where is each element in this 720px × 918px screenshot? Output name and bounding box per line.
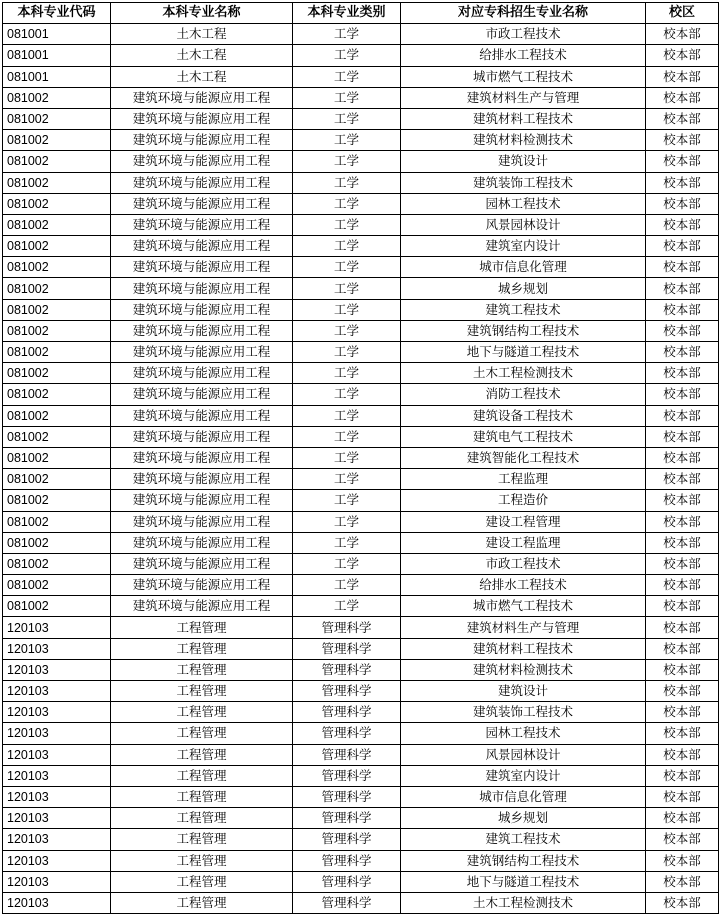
major-category-cell: 管理科学: [293, 765, 401, 786]
major-code-cell: 081002: [3, 87, 111, 108]
major-code-cell: 120103: [3, 871, 111, 892]
major-code-cell: 120103: [3, 786, 111, 807]
vocational-major-cell: 风景园林设计: [401, 214, 646, 235]
table-row: [3, 130, 719, 151]
vocational-major-cell: 风景园林设计: [401, 744, 646, 765]
major-category-cell: 工学: [293, 596, 401, 617]
major-name-cell: 建筑环境与能源应用工程: [111, 405, 293, 426]
major-category-cell: 工学: [293, 575, 401, 596]
campus-cell: 校本部: [646, 405, 719, 426]
table-row: [3, 447, 719, 468]
campus-cell: 校本部: [646, 702, 719, 723]
major-name-cell: 建筑环境与能源应用工程: [111, 575, 293, 596]
major-name-cell: 建筑环境与能源应用工程: [111, 299, 293, 320]
major-code-cell: 081002: [3, 490, 111, 511]
table-row: [3, 87, 719, 108]
campus-cell: 校本部: [646, 363, 719, 384]
major-name-cell: 工程管理: [111, 892, 293, 913]
campus-cell: 校本部: [646, 829, 719, 850]
major-category-cell: 工学: [293, 278, 401, 299]
table-row: [3, 236, 719, 257]
major-name-cell: 建筑环境与能源应用工程: [111, 532, 293, 553]
major-name-cell: 建筑环境与能源应用工程: [111, 214, 293, 235]
major-code-cell: 081002: [3, 363, 111, 384]
vocational-major-cell: 地下与隧道工程技术: [401, 871, 646, 892]
major-code-cell: 081002: [3, 532, 111, 553]
major-name-cell: 工程管理: [111, 786, 293, 807]
campus-cell: 校本部: [646, 236, 719, 257]
campus-cell: 校本部: [646, 320, 719, 341]
major-category-cell: 管理科学: [293, 850, 401, 871]
vocational-major-cell: 城乡规划: [401, 278, 646, 299]
campus-cell: 校本部: [646, 892, 719, 913]
campus-cell: 校本部: [646, 278, 719, 299]
major-category-cell: 管理科学: [293, 617, 401, 638]
major-name-cell: 建筑环境与能源应用工程: [111, 363, 293, 384]
campus-cell: 校本部: [646, 723, 719, 744]
campus-cell: 校本部: [646, 765, 719, 786]
campus-cell: 校本部: [646, 45, 719, 66]
major-name-cell: 工程管理: [111, 723, 293, 744]
major-category-cell: 工学: [293, 108, 401, 129]
vocational-major-cell: 建筑电气工程技术: [401, 426, 646, 447]
table-row: [3, 278, 719, 299]
table-row: [3, 363, 719, 384]
campus-cell: 校本部: [646, 744, 719, 765]
major-code-cell: 120103: [3, 850, 111, 871]
header-major-name: 本科专业名称: [111, 3, 293, 24]
major-code-cell: 120103: [3, 617, 111, 638]
major-category-cell: 工学: [293, 405, 401, 426]
vocational-major-cell: 园林工程技术: [401, 723, 646, 744]
major-category-cell: 管理科学: [293, 744, 401, 765]
major-name-cell: 建筑环境与能源应用工程: [111, 236, 293, 257]
major-code-cell: 120103: [3, 744, 111, 765]
campus-cell: 校本部: [646, 384, 719, 405]
major-category-cell: 工学: [293, 342, 401, 363]
major-name-cell: 建筑环境与能源应用工程: [111, 490, 293, 511]
major-code-cell: 120103: [3, 702, 111, 723]
major-code-cell: 081001: [3, 24, 111, 45]
vocational-major-cell: 土木工程检测技术: [401, 892, 646, 913]
major-name-cell: 工程管理: [111, 808, 293, 829]
table-row: [3, 892, 719, 913]
table-row: [3, 723, 719, 744]
major-category-cell: 管理科学: [293, 638, 401, 659]
table-row: [3, 151, 719, 172]
major-name-cell: 工程管理: [111, 765, 293, 786]
vocational-major-cell: 园林工程技术: [401, 193, 646, 214]
vocational-major-cell: 建筑工程技术: [401, 299, 646, 320]
major-category-cell: 管理科学: [293, 829, 401, 850]
campus-cell: 校本部: [646, 299, 719, 320]
major-category-cell: 工学: [293, 257, 401, 278]
major-category-cell: 管理科学: [293, 723, 401, 744]
table-row: [3, 596, 719, 617]
campus-cell: 校本部: [646, 214, 719, 235]
vocational-major-cell: 建筑钢结构工程技术: [401, 850, 646, 871]
major-category-cell: 工学: [293, 24, 401, 45]
vocational-major-cell: 建筑装饰工程技术: [401, 702, 646, 723]
table-row: [3, 108, 719, 129]
major-category-cell: 工学: [293, 236, 401, 257]
major-name-cell: 建筑环境与能源应用工程: [111, 193, 293, 214]
table-row: [3, 829, 719, 850]
vocational-major-cell: 建筑材料检测技术: [401, 659, 646, 680]
major-code-cell: 081002: [3, 214, 111, 235]
major-category-cell: 工学: [293, 172, 401, 193]
campus-cell: 校本部: [646, 871, 719, 892]
vocational-major-cell: 建筑设备工程技术: [401, 405, 646, 426]
campus-cell: 校本部: [646, 532, 719, 553]
major-code-cell: 120103: [3, 723, 111, 744]
major-name-cell: 建筑环境与能源应用工程: [111, 384, 293, 405]
major-name-cell: 建筑环境与能源应用工程: [111, 257, 293, 278]
vocational-major-cell: 建筑材料生产与管理: [401, 617, 646, 638]
major-category-cell: 工学: [293, 511, 401, 532]
table-row: [3, 24, 719, 45]
campus-cell: 校本部: [646, 659, 719, 680]
major-name-cell: 建筑环境与能源应用工程: [111, 447, 293, 468]
major-code-cell: 081002: [3, 299, 111, 320]
table-row: [3, 426, 719, 447]
major-category-cell: 工学: [293, 193, 401, 214]
table-row: [3, 659, 719, 680]
vocational-major-cell: 给排水工程技术: [401, 575, 646, 596]
table-row: [3, 765, 719, 786]
campus-cell: 校本部: [646, 342, 719, 363]
major-code-cell: 081002: [3, 151, 111, 172]
major-category-cell: 工学: [293, 45, 401, 66]
major-category-cell: 工学: [293, 320, 401, 341]
table-row: [3, 681, 719, 702]
campus-cell: 校本部: [646, 808, 719, 829]
campus-cell: 校本部: [646, 638, 719, 659]
major-code-cell: 081002: [3, 193, 111, 214]
major-name-cell: 工程管理: [111, 744, 293, 765]
table-row: [3, 320, 719, 341]
table-row: [3, 172, 719, 193]
major-code-cell: 081002: [3, 596, 111, 617]
vocational-major-cell: 建筑材料生产与管理: [401, 87, 646, 108]
major-code-cell: 120103: [3, 681, 111, 702]
campus-cell: 校本部: [646, 490, 719, 511]
vocational-major-cell: 建筑室内设计: [401, 765, 646, 786]
campus-cell: 校本部: [646, 151, 719, 172]
table-row: [3, 808, 719, 829]
major-name-cell: 建筑环境与能源应用工程: [111, 553, 293, 574]
vocational-major-cell: 消防工程技术: [401, 384, 646, 405]
major-name-cell: 工程管理: [111, 871, 293, 892]
major-code-cell: 081002: [3, 447, 111, 468]
campus-cell: 校本部: [646, 447, 719, 468]
vocational-major-cell: 建筑钢结构工程技术: [401, 320, 646, 341]
major-mapping-table: [2, 2, 719, 914]
major-code-cell: 081002: [3, 130, 111, 151]
major-code-cell: 120103: [3, 808, 111, 829]
major-category-cell: 工学: [293, 469, 401, 490]
major-code-cell: 120103: [3, 829, 111, 850]
major-code-cell: 081002: [3, 108, 111, 129]
table-row: [3, 257, 719, 278]
header-vocational-major: 对应专科招生专业名称: [401, 3, 646, 24]
campus-cell: 校本部: [646, 66, 719, 87]
vocational-major-cell: 建筑材料工程技术: [401, 638, 646, 659]
major-name-cell: 建筑环境与能源应用工程: [111, 469, 293, 490]
vocational-major-cell: 建筑工程技术: [401, 829, 646, 850]
table-row: [3, 214, 719, 235]
major-code-cell: 081002: [3, 278, 111, 299]
major-name-cell: 建筑环境与能源应用工程: [111, 172, 293, 193]
campus-cell: 校本部: [646, 172, 719, 193]
campus-cell: 校本部: [646, 596, 719, 617]
table-row: [3, 299, 719, 320]
major-name-cell: 建筑环境与能源应用工程: [111, 342, 293, 363]
major-name-cell: 工程管理: [111, 850, 293, 871]
major-code-cell: 081002: [3, 236, 111, 257]
campus-cell: 校本部: [646, 850, 719, 871]
vocational-major-cell: 城市燃气工程技术: [401, 66, 646, 87]
major-name-cell: 建筑环境与能源应用工程: [111, 87, 293, 108]
vocational-major-cell: 建筑室内设计: [401, 236, 646, 257]
major-category-cell: 管理科学: [293, 892, 401, 913]
table-row: [3, 638, 719, 659]
campus-cell: 校本部: [646, 553, 719, 574]
vocational-major-cell: 建筑智能化工程技术: [401, 447, 646, 468]
major-code-cell: 081002: [3, 405, 111, 426]
vocational-major-cell: 建筑材料检测技术: [401, 130, 646, 151]
major-category-cell: 管理科学: [293, 808, 401, 829]
major-name-cell: 建筑环境与能源应用工程: [111, 108, 293, 129]
major-name-cell: 建筑环境与能源应用工程: [111, 278, 293, 299]
table-row: [3, 786, 719, 807]
major-code-cell: 081002: [3, 342, 111, 363]
major-name-cell: 工程管理: [111, 681, 293, 702]
major-name-cell: 建筑环境与能源应用工程: [111, 320, 293, 341]
major-category-cell: 工学: [293, 299, 401, 320]
table-row: [3, 850, 719, 871]
major-code-cell: 081002: [3, 469, 111, 490]
major-code-cell: 081002: [3, 511, 111, 532]
major-code-cell: 081002: [3, 320, 111, 341]
vocational-major-cell: 市政工程技术: [401, 24, 646, 45]
table-row: [3, 553, 719, 574]
major-code-cell: 081001: [3, 66, 111, 87]
major-name-cell: 建筑环境与能源应用工程: [111, 511, 293, 532]
table-row: [3, 193, 719, 214]
campus-cell: 校本部: [646, 426, 719, 447]
major-code-cell: 120103: [3, 659, 111, 680]
vocational-major-cell: 工程监理: [401, 469, 646, 490]
campus-cell: 校本部: [646, 24, 719, 45]
major-name-cell: 土木工程: [111, 24, 293, 45]
major-category-cell: 管理科学: [293, 681, 401, 702]
vocational-major-cell: 建筑材料工程技术: [401, 108, 646, 129]
campus-cell: 校本部: [646, 257, 719, 278]
major-code-cell: 120103: [3, 892, 111, 913]
table-row: [3, 66, 719, 87]
major-category-cell: 工学: [293, 532, 401, 553]
major-category-cell: 工学: [293, 87, 401, 108]
vocational-major-cell: 城市燃气工程技术: [401, 596, 646, 617]
table-row: [3, 511, 719, 532]
major-category-cell: 工学: [293, 490, 401, 511]
vocational-major-cell: 给排水工程技术: [401, 45, 646, 66]
campus-cell: 校本部: [646, 87, 719, 108]
major-category-cell: 工学: [293, 384, 401, 405]
major-category-cell: 管理科学: [293, 702, 401, 723]
table-row: [3, 384, 719, 405]
major-name-cell: 建筑环境与能源应用工程: [111, 130, 293, 151]
major-category-cell: 管理科学: [293, 871, 401, 892]
table-body: [3, 24, 719, 914]
major-code-cell: 081002: [3, 257, 111, 278]
vocational-major-cell: 城市信息化管理: [401, 257, 646, 278]
table-row: [3, 532, 719, 553]
table-row: [3, 45, 719, 66]
table-row: [3, 469, 719, 490]
major-name-cell: 建筑环境与能源应用工程: [111, 151, 293, 172]
major-code-cell: 081002: [3, 575, 111, 596]
vocational-major-cell: 地下与隧道工程技术: [401, 342, 646, 363]
campus-cell: 校本部: [646, 193, 719, 214]
major-name-cell: 工程管理: [111, 659, 293, 680]
major-name-cell: 工程管理: [111, 702, 293, 723]
campus-cell: 校本部: [646, 511, 719, 532]
campus-cell: 校本部: [646, 575, 719, 596]
vocational-major-cell: 城乡规划: [401, 808, 646, 829]
vocational-major-cell: 建设工程监理: [401, 532, 646, 553]
major-category-cell: 工学: [293, 130, 401, 151]
table-row: [3, 405, 719, 426]
major-code-cell: 081002: [3, 553, 111, 574]
header-major-code: 本科专业代码: [3, 3, 111, 24]
campus-cell: 校本部: [646, 617, 719, 638]
major-name-cell: 工程管理: [111, 638, 293, 659]
major-category-cell: 工学: [293, 426, 401, 447]
vocational-major-cell: 建设工程管理: [401, 511, 646, 532]
table-row: [3, 575, 719, 596]
campus-cell: 校本部: [646, 108, 719, 129]
table-row: [3, 490, 719, 511]
major-category-cell: 工学: [293, 363, 401, 384]
major-category-cell: 工学: [293, 66, 401, 87]
major-category-cell: 管理科学: [293, 786, 401, 807]
vocational-major-cell: 城市信息化管理: [401, 786, 646, 807]
table-row: [3, 744, 719, 765]
table-row: [3, 342, 719, 363]
campus-cell: 校本部: [646, 786, 719, 807]
major-category-cell: 工学: [293, 151, 401, 172]
vocational-major-cell: 工程造价: [401, 490, 646, 511]
campus-cell: 校本部: [646, 130, 719, 151]
major-code-cell: 081002: [3, 426, 111, 447]
major-name-cell: 土木工程: [111, 45, 293, 66]
major-code-cell: 081002: [3, 384, 111, 405]
table-row: [3, 871, 719, 892]
vocational-major-cell: 建筑设计: [401, 681, 646, 702]
campus-cell: 校本部: [646, 469, 719, 490]
vocational-major-cell: 市政工程技术: [401, 553, 646, 574]
major-name-cell: 工程管理: [111, 829, 293, 850]
major-code-cell: 120103: [3, 765, 111, 786]
major-category-cell: 工学: [293, 447, 401, 468]
major-name-cell: 工程管理: [111, 617, 293, 638]
major-code-cell: 120103: [3, 638, 111, 659]
vocational-major-cell: 建筑装饰工程技术: [401, 172, 646, 193]
major-category-cell: 工学: [293, 214, 401, 235]
major-category-cell: 管理科学: [293, 659, 401, 680]
table-row: [3, 702, 719, 723]
vocational-major-cell: 建筑设计: [401, 151, 646, 172]
header-row: [3, 3, 719, 24]
major-code-cell: 081001: [3, 45, 111, 66]
campus-cell: 校本部: [646, 681, 719, 702]
major-name-cell: 土木工程: [111, 66, 293, 87]
table-row: [3, 617, 719, 638]
major-name-cell: 建筑环境与能源应用工程: [111, 596, 293, 617]
major-category-cell: 工学: [293, 553, 401, 574]
vocational-major-cell: 土木工程检测技术: [401, 363, 646, 384]
major-code-cell: 081002: [3, 172, 111, 193]
major-name-cell: 建筑环境与能源应用工程: [111, 426, 293, 447]
header-campus: 校区: [646, 3, 719, 24]
header-major-category: 本科专业类别: [293, 3, 401, 24]
